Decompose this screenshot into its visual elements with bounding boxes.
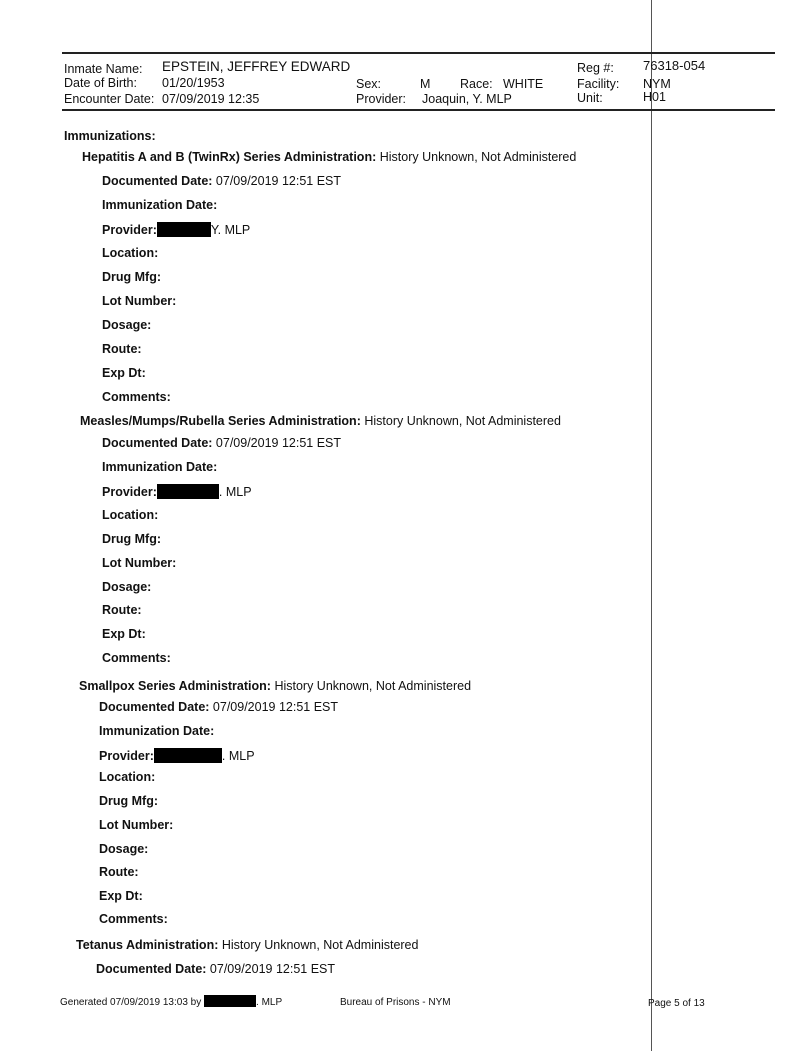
scan-fold-line <box>651 0 652 1051</box>
lot-number-label: Lot Number: <box>102 294 177 308</box>
provider-label: Provider: <box>356 92 407 106</box>
dosage-label: Dosage: <box>102 580 152 594</box>
provider-row <box>102 222 250 237</box>
race-value: WHITE <box>503 77 544 91</box>
redaction-block <box>157 484 219 499</box>
lot-number-label: Lot Number: <box>99 818 174 832</box>
provider-label: Provider: <box>99 749 154 763</box>
dosage-label: Dosage: <box>99 842 149 856</box>
provider-label: Provider: <box>102 485 157 499</box>
sex-label: Sex: <box>356 77 382 91</box>
encounter-date-value: 07/09/2019 12:35 <box>162 92 260 106</box>
documented-date-label: Documented Date: <box>102 174 213 188</box>
footer-generated <box>60 995 282 1008</box>
immunization-status: History Unknown, Not Administered <box>364 414 561 428</box>
facility-value: NYM <box>643 77 671 91</box>
immunizations-title: Immunizations: <box>64 129 156 143</box>
immunization-status: History Unknown, Not Administered <box>221 938 419 952</box>
location-label: Location: <box>102 246 159 260</box>
immunization-heading-tetanus <box>76 938 418 952</box>
reg-value: 76318-054 <box>643 58 706 73</box>
immunization-name: Tetanus Administration: <box>76 938 219 952</box>
documented-date-label: Documented Date: <box>99 700 210 714</box>
immunization-date-label: Immunization Date: <box>99 724 215 738</box>
encounter-date-label: Encounter Date: <box>64 92 155 106</box>
redaction-block <box>157 222 211 237</box>
exp-dt-label: Exp Dt: <box>102 627 146 641</box>
sex-value: M <box>420 77 431 91</box>
header-top-rule <box>62 52 775 54</box>
provider-row <box>102 484 252 499</box>
documented-date-label: Documented Date: <box>96 962 207 976</box>
comments-label: Comments: <box>102 651 171 665</box>
comments-label: Comments: <box>102 390 171 404</box>
documented-date-value: 07/09/2019 12:51 EST <box>215 174 342 188</box>
immunization-date-label: Immunization Date: <box>102 460 218 474</box>
footer-bureau: Bureau of Prisons - NYM <box>340 997 451 1008</box>
documented-date-row <box>102 174 341 188</box>
dob-label: Date of Birth: <box>64 76 137 90</box>
documented-date-value: 07/09/2019 12:51 EST <box>212 700 339 714</box>
immunization-date-label: Immunization Date: <box>102 198 218 212</box>
exp-dt-label: Exp Dt: <box>102 366 146 380</box>
redaction-block <box>154 748 222 763</box>
route-label: Route: <box>99 865 139 879</box>
exp-dt-label: Exp Dt: <box>99 889 143 903</box>
provider-value: Joaquin, Y. MLP <box>422 92 512 106</box>
documented-date-row <box>96 962 335 976</box>
provider-label: Provider: <box>102 223 157 237</box>
dob-value: 01/20/1953 <box>162 76 225 90</box>
footer-generated-prefix: Generated 07/09/2019 13:03 by <box>60 997 202 1008</box>
footer-generated-suffix: . MLP <box>256 997 283 1008</box>
location-label: Location: <box>99 770 156 784</box>
immunization-name: Smallpox Series Administration: <box>79 679 271 693</box>
footer-page-number: Page 5 of 13 <box>648 998 705 1009</box>
comments-label: Comments: <box>99 912 168 926</box>
immunization-heading-hepatitis <box>82 150 576 164</box>
facility-label: Facility: <box>577 77 620 91</box>
location-label: Location: <box>102 508 159 522</box>
drug-mfg-label: Drug Mfg: <box>102 270 162 284</box>
documented-date-row <box>99 700 338 714</box>
immunization-heading-mmr <box>80 414 561 428</box>
race-label: Race: <box>460 77 493 91</box>
immunization-name: Measles/Mumps/Rubella Series Administration: <box>80 414 361 428</box>
unit-value: H01 <box>643 90 666 104</box>
inmate-name: EPSTEIN, JEFFREY EDWARD <box>162 59 351 74</box>
reg-label: Reg #: <box>577 61 614 75</box>
redaction-block <box>204 995 256 1007</box>
documented-date-value: 07/09/2019 12:51 EST <box>215 436 342 450</box>
immunization-status: History Unknown, Not Administered <box>379 150 577 164</box>
provider-row <box>99 748 255 763</box>
dosage-label: Dosage: <box>102 318 152 332</box>
documented-date-label: Documented Date: <box>102 436 213 450</box>
immunization-status: History Unknown, Not Administered <box>274 679 472 693</box>
provider-suffix: Y. MLP <box>210 223 251 237</box>
unit-label: Unit: <box>577 91 603 105</box>
lot-number-label: Lot Number: <box>102 556 177 570</box>
provider-suffix: . MLP <box>221 749 255 763</box>
drug-mfg-label: Drug Mfg: <box>99 794 159 808</box>
drug-mfg-label: Drug Mfg: <box>102 532 162 546</box>
documented-date-row <box>102 436 341 450</box>
immunization-name: Hepatitis A and B (TwinRx) Series Administration: <box>82 150 377 164</box>
immunization-heading-smallpox <box>79 679 471 693</box>
header-bottom-rule <box>62 109 775 111</box>
inmate-name-label: Inmate Name: <box>64 62 143 76</box>
route-label: Route: <box>102 342 142 356</box>
provider-suffix: . MLP <box>218 485 252 499</box>
documented-date-value: 07/09/2019 12:51 EST <box>209 962 336 976</box>
route-label: Route: <box>102 603 142 617</box>
